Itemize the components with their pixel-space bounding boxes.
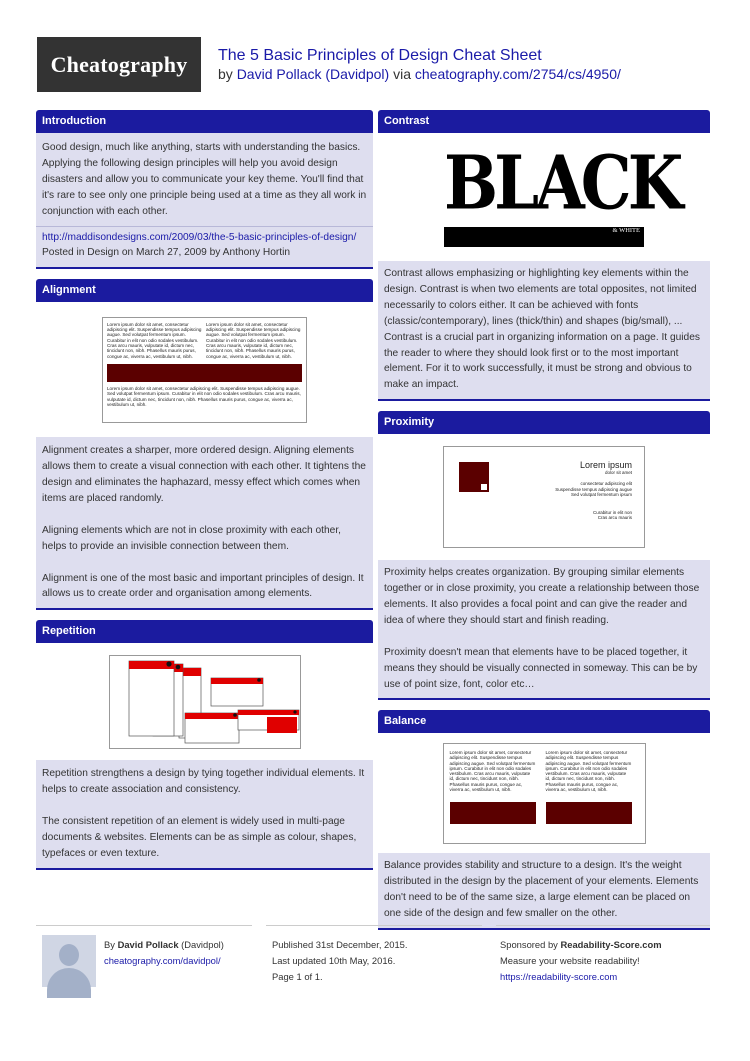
alignment-lorem-right: Lorem ipsum dolor sit amet, consectetur adipiscing elit. Suspendisse tempus adipiscing augue. Sed volutpat fermentum ipsum. Curabitur in elit non odio sodales vestibulum. Cras arcu mauris, vulputate id, dictum nec, tincidunt non, nibh. Phasellus mauris purus, congue ac, viverra ac, vestibulum ut, nibh. (206, 321, 301, 359)
section-balance (378, 710, 710, 930)
balance-lorem-left: Lorem ipsum dolor sit amet, consectetur adipiscing elit. Suspendisse tempus adipiscing augue. Sed volutpat fermentum ipsum. Curabitur in elit non odio sodales vestibulum. Cras arcu mauris, vulputate id, dictum nec, tincidunt non, nibh. Phasellus mauris purus, congue ac, viverra ac, vestibulum ut, nibh. (449, 749, 536, 793)
proximity-lines: consectetur adipiscing elit Suspendisse tempus adipiscing augue Sed volutpat fermentum ipsum (555, 481, 632, 498)
section-body-repetition (36, 643, 373, 869)
balance-figure (443, 743, 646, 844)
author-link[interactable]: David Pollack (Davidpol) (236, 66, 390, 82)
section-body-contrast (378, 133, 710, 401)
left-column (36, 110, 373, 880)
section-heading-proximity: Proximity (378, 411, 710, 434)
section-body-balance (378, 733, 710, 930)
black-and-white-image (444, 140, 680, 247)
proximity-title: Lorem ipsum (579, 460, 632, 471)
footer-author-handle: (Davidpol) (181, 939, 224, 950)
white-word: & WHITE (612, 227, 640, 234)
footer-sponsor-name: Readability-Score.com (560, 939, 662, 950)
proximity-subtitle: dolor sit amet (604, 470, 632, 476)
section-heading-introduction: Introduction (36, 110, 373, 133)
footer-publish-info (272, 937, 408, 985)
proximity-figure-wrap (378, 434, 710, 560)
section-body-alignment (36, 302, 373, 610)
footer-author (104, 937, 224, 969)
footer-divider (496, 925, 710, 926)
alignment-p2: Aligning elements which are not in close proximity with each other, helps to provide an invisible connection between them. (42, 524, 341, 552)
repetition-p1: Repetition strengthens a design by tying together individual elements. It helps to create association and consistency. (42, 768, 365, 796)
alignment-figure (102, 317, 307, 423)
sheet-url-link[interactable]: cheatography.com/2754/cs/4950/ (414, 66, 621, 82)
section-alignment (36, 279, 373, 610)
author-avatar[interactable] (42, 935, 96, 987)
footer-sponsor (500, 937, 662, 985)
alignment-p3: Alignment is one of the most basic and important principles of design. It allows us to create order and organisation among elements. (42, 572, 364, 600)
footer-author-link[interactable]: cheatography.com/davidpol/ (104, 955, 221, 966)
section-heading-repetition: Repetition (36, 620, 373, 643)
footer-published: Published 31st December, 2015. (272, 939, 408, 950)
repetition-figure (109, 655, 301, 749)
alignment-dark-bar (107, 364, 302, 382)
alignment-lorem-left: Lorem ipsum dolor sit amet, consectetur adipiscing elit. Suspendisse tempus adipiscing augue. Sed volutpat fermentum ipsum. Curabitur in elit non odio sodales vestibulum. Cras arcu mauris, vulputate id, dictum nec, tincidunt non, nibh. Phasellus mauris purus, congue ac, viverra ac, vestibulum ut, nibh. (107, 321, 202, 359)
balance-bar-left (450, 802, 536, 824)
balance-lorem-right: Lorem ipsum dolor sit amet, consectetur adipiscing elit. Suspendisse tempus adipiscing augue. Sed volutpat fermentum ipsum. Curabitur in elit non odio sodales vestibulum. Cras arcu mauris, vulputate id, dictum nec, tincidunt non, nibh. Phasellus mauris purus, congue ac, viverra ac, vestibulum ut, nibh. (545, 749, 632, 793)
section-repetition (36, 620, 373, 869)
intro-text: Good design, much like anything, starts with understanding the basics. Applying the following design principles will help you avoid design disasters and allow you to communicate your key theme. You'll find that it's rare to see only one principle being used at a time as they all work in conjunction with each other. (42, 142, 367, 217)
byline (218, 66, 621, 82)
alignment-p1: Alignment creates a sharper, more ordered design. Aligning elements allows them to create a visual connection with each other. It tightens the design and eliminates the haphazard, messy effect which comes when items are placed randomly. (42, 445, 366, 505)
contrast-p1: Contrast allows emphasizing or highlighting key elements within the design. Contrast is when two elements are total opposites, not limited necessarily to colors either. It can be achieved with fonts (classic/contemporary), lines (thick/thin) and shapes (big/small), ... Contrast is a crucial part in organizing information on a page. It guides the reader to where they should look first or to the most important element. For it to work successfully, it must be strong and obvious to make an impact. (384, 268, 700, 391)
posted-info: Posted in Design on March 27, 2009 by Anthony Hortin (42, 247, 291, 259)
balance-bar-right (546, 802, 632, 824)
footer-sponsor-tagline: Measure your website readability! (500, 955, 640, 966)
alignment-figure-wrap (36, 302, 373, 437)
byline-via: via (393, 66, 411, 82)
footer-divider (36, 925, 252, 926)
black-word: BLACK (444, 135, 644, 227)
footer-sponsor-link[interactable]: https://readability-score.com (500, 971, 618, 982)
section-contrast (378, 110, 710, 401)
alignment-lorem-bottom: Lorem ipsum dolor sit amet, consectetur adipiscing elit. Suspendisse tempus adipiscing augue. Sed volutpat fermentum ipsum. Curabitur in elit non odio sodales vestibulum. Cras arcu mauris, vulputate id, dictum nec, tincidunt non, nibh. Phasellus mauris purus, congue ac, viverra ac, vestibulum ut, nibh. (107, 385, 301, 407)
proximity-figure (443, 446, 645, 548)
repetition-p2: The consistent repetition of an element is widely used in multi-page documents & websites. Elements can be as simple as colour, shapes, typefaces or even texture. (42, 816, 357, 859)
footer-sponsored-by: Sponsored by (500, 939, 558, 950)
source-link[interactable]: http://maddisondesigns.com/2009/03/the-5-basic-principles-of-design/ (42, 231, 357, 243)
section-heading-balance: Balance (378, 710, 710, 733)
footer-page: Page 1 of 1. (272, 971, 323, 982)
section-introduction (36, 110, 373, 269)
section-heading-contrast: Contrast (378, 110, 710, 133)
repetition-figure-wrap (36, 643, 373, 760)
section-body-introduction (36, 133, 373, 269)
balance-figure-wrap (378, 733, 710, 853)
section-proximity (378, 411, 710, 700)
section-heading-alignment: Alignment (36, 279, 373, 302)
byline-prefix: by (218, 66, 233, 82)
contrast-figure-wrap (378, 133, 710, 261)
proximity-small: Curabitur in elit non Cras arcu mauris (592, 509, 632, 521)
footer-author-name: David Pollack (117, 939, 179, 950)
footer-updated: Last updated 10th May, 2016. (272, 955, 396, 966)
footer-divider (266, 925, 482, 926)
section-body-proximity (378, 434, 710, 700)
footer-by: By (104, 939, 115, 950)
proximity-p1: Proximity helps creates organization. By grouping similar elements together or in close proximity, you create a relationship between those elements. It also provides a focal point and can give the reader and idea of where they should start and finish reading. (384, 567, 700, 626)
proximity-square (459, 462, 489, 492)
balance-p1: Balance provides stability and structure to a design. It's the weight distributed in the design by the placement of your elements. Elements don't need to be of the same size, a large element can be placed on one side of the design and few smaller on the other. (384, 860, 699, 920)
cheatography-logo[interactable]: Cheatography (37, 37, 201, 92)
right-column (378, 110, 710, 940)
proximity-p2: Proximity doesn't mean that elements have to be placed together, it means they should be visually connected in someway. This can be by use of point size, font, color etc… (384, 646, 698, 690)
page-title: The 5 Basic Principles of Design Cheat Sheet (218, 47, 542, 64)
